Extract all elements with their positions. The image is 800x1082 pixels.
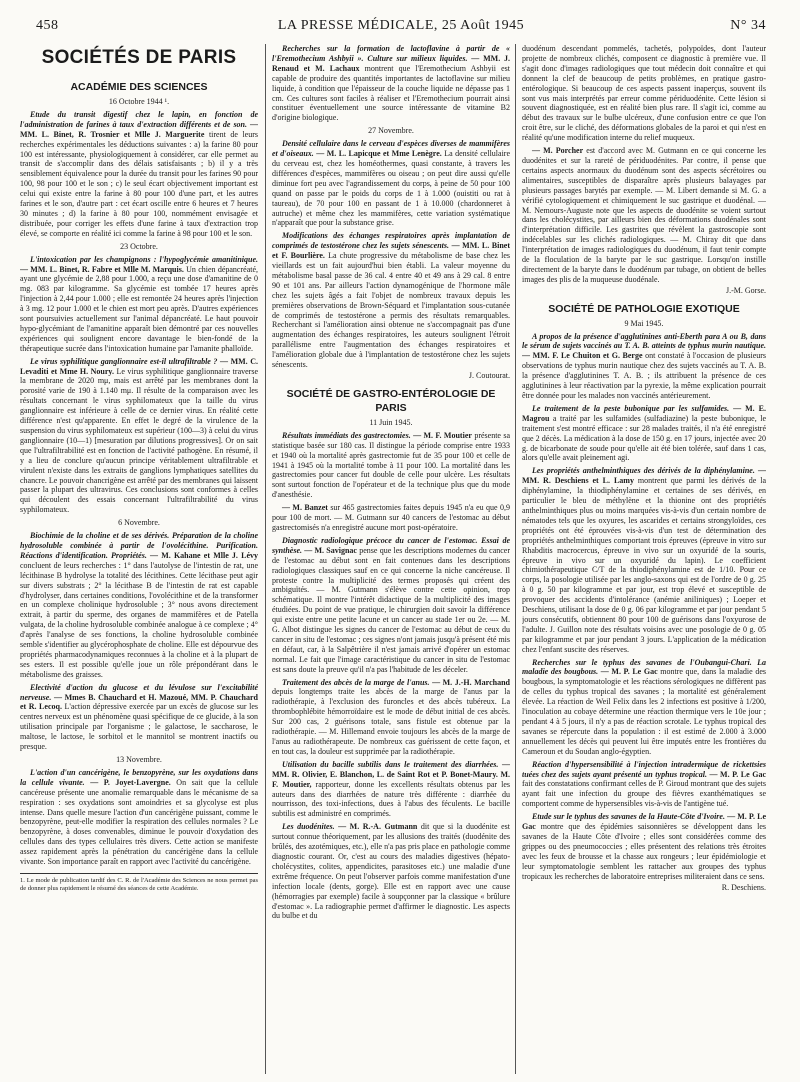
article-authors: — M. P. Le Gac [600,667,658,677]
article-authors: — M. Savignac [304,545,357,555]
article-title: Biochimie de la choline et de ses dérivés. Préparation de la choline hydrosoluble combinée à partir de l'ovolécithine. Purification. Réactions d'identification. Propriétés. [20,531,258,560]
article-body: concluent de leurs recherches : 1° dans l'autolyse de l'intestin de rat, une lécithinase B hydrolyse la totalité des lécithines. Cette lécithase peut agir sur divers substrats ; 2° la lécithase B de l'intestin de rat est capable d'hydrolyser, dans certaines conditions, l'ovolécithine et de la transformer en un complexe cholinique hydrosoluble ; 3° nous avons directement extrait, à partir du sperme, des organes de mammifères et de Patella vulgata, de la choline hydrosoluble combinée analogue à ce complexe ; 4° d'après l'analyse de ses fonctions, la choline hydrosoluble combinée semble s'identifier au glycérophosphate de choline. Elle est dépourvue des propriétés pharmacodynamiques reconnues à la choline et à la plupart de ses esters. Il est possible qu'elle joue un rôle prépondérant dans le métabolisme des graisses. [20,560,258,679]
article-title: Etude du transit digestif chez le lapin, en fonction de l'administration de farines à taux d'extraction différents et de son. [20,109,258,129]
column-3 [522,44,766,1074]
article-title: Utilisation du bacille subtilis dans le traitement des diarrhées. [282,759,499,769]
article-body: sur 465 gastrectomies faites depuis 1945 n'a eu que 0,9 pour 100 de mort. — M. Gutmann sur 40 cancers de l'estomac au début gastrectomisés n'a enregistré aucune mort post-opératoire. [272,503,510,532]
article-title: Recherches sur le typhus des savanes de l'Oubangui-Chari. La maladie des bougbous. [522,657,766,677]
footnote: 1. Le mode de publication tardif des C. R. de l'Académie des Sciences ne nous permet pas de donner plus rapidement le résumé des séances de cette Académie. [20,873,258,893]
article-item [20,110,258,239]
column-1 [20,44,258,1074]
article-title: Les propriétés anthelminthiques des dérivés de la diphénylamine. [532,466,755,476]
article-title: Recherches sur la formation de lactoflavine à partir de « l'Eremothecium Ashbyii ». Culture sur milieux liquides. [272,44,510,63]
column-divider [515,44,516,1074]
article-authors: — MM. L. Binet, R. Trosnier et Mlle J. Marguerite [20,119,258,139]
article-body: ont constaté à l'occasion de plusieurs observations de typhus murin nautique chez des sujets vaccinés au T. A. B. la présence d'agglutinines T. A. B. ; ils attribuent la présence de ces agglutinines à leur réactivation par la pyrexie, la même explication pourrait être donnée pour les malades non vaccinés antérieurement. [522,351,766,400]
article-authors: — M. R.-A. Gutmann [338,822,418,832]
signature: R. Deschiens. [721,882,766,892]
main-title: SOCIÉTÉS DE PARIS [41,47,237,68]
article-body: montrent que l'Eremothecium Ashbyii est capable de produire des quantités importantes de lactoflavine sur milieu liquide, à condition que l'épaisseur de la couche liquide ne dépasse pas 1 cm. Ces cultures sont faciles à réaliser et l'Eremothecium pourrait ainsi constituer éventuellement une source intéressante de vitamine B2 d'origine biologique. [272,63,510,123]
section-title: ACADÉMIE DES SCIENCES [70,81,208,93]
article-title: Le traitement de la peste bubonique par les sulfamides. [532,403,730,413]
article-item [272,536,510,675]
article-body: duodénum descendant pommelés, tachetés, polypoïdes, dont l'auteur projette de nombreux clichés, composent ce diagnostic à première vue. Il s'agit donc d'images radiologiques que tout médecin doit connaître et qui donnent la clef de beaucoup de petits problèmes, en pratique gastro-entérologique. Si beaucoup de ces aspects passent inaperçus, souvent ils sont vus mais interprétés par erreur comme périduodénite. Cette lésion si souvent diagnostiquée, est en réalité bien plus rare. Il s'agit ici, comme au début des travaux sur le bulbe ulcéreux, d'une confusion entre ce que l'on croit être, sur le cliché, des déformations globales de la paroi et qui n'est en réalité qu'une modification interne du relief muqueux. [522,44,766,143]
session-date: 23 Octobre. [120,241,158,251]
column-2 [272,44,510,1074]
article-item [522,332,766,401]
article-authors: — M. J.-H. Marchand [432,677,510,687]
article-item [522,658,766,757]
article-body: Le virus syphilitique ganglionnaire traverse la membrane de 2020 mμ, mais est arrêté par les membranes dont la porosité varie de 190 à 1.140 mμ. Il résulte de la comparaison avec les résultats concernant le virus syphilomateux que la taille du virus ganglionnaire est inférieure à celle de ce dernier virus. En réalité cette différence n'est qu'apparente. En effet le degré de la virulence de la suspension du virus syphilomateux est supérieur (100—3) à celui du virus ganglionnaire (10—1) [mesuration par dilutions progressives]. Or on sait que l'ultrafiltrabilité est en fonction de l'activité pathogène. En résumé, il y a lieu de conclure qu'aucun principe véritablement ultrafiltrable et virulent n'existe dans les extraits de ganglions lymphatiques satellites du chancre. Le pouvoir chancrigène est arrêté par des membranes qui laissent passer la plupart des ultravirus. Ces conclusions sont conformes à celles qui découlent des essais concernant l'ultrafiltrabilité du virus syphilomateux. [20,366,258,515]
signature: J.-M. Gorse. [726,285,766,295]
article-item [522,404,766,463]
article-item [272,431,510,500]
article-item [522,812,766,881]
article-item [272,139,510,228]
article-body: présente sa statistique basée sur 180 cas. Il distingue la période comprise entre 1933 et 1940 où la mortalité après gastrectomie fut de 35 pour 100 et celle de 1941 à 1945 où la mortalité tombe à 11 pour 100. La mortalité dans les gastrectomies pour cancer fut double de celle pour ulcère. Les résultats sont surtout fonction de l'opérateur et de la technique plus que du mode d'anesthésie. [272,430,510,500]
article-title: Densité cellulaire dans le cerveau d'espèces diverses de mammifères et d'oiseaux. [272,139,510,159]
article-title: Le virus syphilitique ganglionnaire est-il ultrafiltrable ? [30,356,218,366]
column-divider [265,44,266,1074]
article-item [272,678,510,757]
article-item [20,357,258,516]
article-authors: — P. Joyet-Lavergne. [90,777,171,787]
article-authors: — MM. F. Le Chuiton et G. Berge [522,351,643,361]
article-authors: — M. Banzet [282,503,328,513]
article-item [272,44,510,123]
issue-number: N° 34 [730,18,766,33]
signature: J. Coutourat. [468,371,510,380]
article-body: rapporteur, donne les excellents résultats obtenus par les auteurs dans des diarrhées de nature très différente : diarrhée du nourrisson, des toxi-infections, dues à l'abus des féculents. Le bacille subtilis est administré en comprimés. [272,779,510,819]
article-item [522,466,766,654]
article-authors: — MM. L. Binet et F. Bourlière. [272,241,510,261]
article-body: pense que les descriptions modernes du cancer de l'estomac au début sont en fait contenues dans les descriptions radiologiques classiques sauf en ce qui concerne la niche cancéreuse. Il proteste contre la multiplicité des termes proposés qui créent des ambiguïtés. — M. Gutmann s'élève contre cette opinion, trop schématique. Il montre l'intérêt didactique de la multiplicité des images étudiées. Du point de vue pratique, le chirurgien doit savoir la différence qui existe entre une petite lacune et un cancer au stade 1er ou 2e. — M. G. Albot distingue les signes du cancer de l'estomac au début de ceux du cancer in situ de l'estomac ; ces signes n'ont jamais jusqu'à présent été mis en défaut, car, à la Salpêtrière il n'est jamais arrivé d'opérer un estomac normal. Le fait que l'image caractéristique du cancer in situ de l'estomac est sans doute la preuve qu'il n'a pas l'habitude de les déceler. [272,545,510,674]
article-authors: — MM. L. Binet, R. Fabre et Mlle M. Marquis. [20,264,184,274]
page-number: 458 [36,18,59,33]
session-date: 9 Mai 1945. [624,318,664,328]
article-title: Réaction d'hypersensibilité à l'injection intradermique de rickettsies tuées chez des sujets ayant présenté un typhus tropical. [522,759,766,779]
article-authors: — MM. R. Deschiens et L. Lamy [522,466,766,486]
session-date: 11 Juin 1945. [369,417,413,427]
article-authors: — MM. C. Levaditi et Mme H. Noury. [20,356,258,376]
article-body: montre que des épidémies saisonnières se développent dans les savanes de la Haute Côte d'Ivoire ; elles sont considérées comme des grippes ou des pneumococcies ; elles présentent des relations très étroites avec les feux de brousse et la chasse aux rongeurs ; leur épidémiologie et leur symptomatologie semblent les rattacher aux groupes des typhus tropicaux les recherches de laboratoire entreprises militeraient dans ce sens. [522,822,766,881]
article-body: montrent que parmi les dérivés de la diphénylamine, la thiodiphénylamine et certaines de ses dérivés, en particulier le bleu de méthylène et la thionine ont des propriétés anthelminthiques plus ou moins marquées vis-à-vis d'un certain nombre de nématodes tels que les oxyures, les ascarides et certains strongyloïdes, ces propriétés ont été éprouvées vis-à-vis d'un test de détermination des propriétés anthelminthiques comportant trois épreuves (épreuve in vitro sur Rhabditis macrocercus, épreuve in vivo sur un oxyuridé de la souris, épreuve in vivo sur un oxyuridé du lapin). Le coefficient chimiothérapeutique C/T de la thiodiphénylamine est de 1/10. Pour ce corps, la posologie utilisée par les anglo-saxons qui est de l'ordre de 0 g. 25 à 0 g. 50 par kilogramme et par jour, est trop élevé et susceptible de provoquer des accidents d'intolérance (anémie aniliniques) ; Loeper et Deschiens, utilisant la dose de 0 g. 06 par kilogramme et par jour pendant 5 jours consécutifs, obtiennent 80 pour 100 de guérisons dans l'oxyurose de l'adulte. J. Guillon note des résultats voisins avec une posologie de 0 g. 05 par kilogramme et par jour pendant 3 jours. L'application de la médication chez l'enfant suscite des réserves. [522,476,766,654]
article-item [272,760,510,819]
article-title: Electivité d'action du glucose et du lévulose sur l'excitabilité nerveuse. [20,682,258,702]
article-body: dit que si la duodénite est surtout connue théoriquement, par les allusions des traités (duodénite des brûlés, des azotémiques, etc.), elle n'a pas pris place en pathologie comme diagnostic courant. Or, c'est au cours des maladies digestives (hépato-cholécystites, colites, appendicites, parasitoses etc.) une maladie d'une extrême fréquence. On peut l'observer parfois comme manifestation d'une infection locale (dents, gorge). Elle est en rapport avec une cause (hémorragies par exemple) facile à soupçonner par la classique « brûlure d'estomac ». La radiographie permet d'affirmer le diagnostic. Les aspects du bulbe et du [272,822,510,921]
article-authors: — M. P. Le Gac [709,769,766,779]
article-title: Modifications des échanges respiratoires après implantation de comprimés de testostérone chez les sujets sénescents. [272,231,510,251]
article-authors: — M. F. Moutier [413,430,472,440]
session-date: 6 Novembre. [118,518,160,528]
article-authors: — M. P. Le Gac [522,812,766,832]
session-date: 16 Octobre 1944 ¹. [108,97,170,106]
session-date: 13 Novembre. [116,755,162,764]
article-body: tirent de leurs recherches expérimentales les déductions suivantes : a) la farine 80 pour 100 est intéressante, physiologiquement à considérer, car elle permet au transit de s'accomplir dans des délais satisfaisants ; b) il y a très sensiblement équivalence pour la durée du transit pour les farines 90 pour 100, 98 pour 100 et le son ; c) le seul écart objectivement important est celui qui existe entre la farine à 80 pour 100 d'une part, et les autres farines et le son, d'autre part : cet écart oscille entre 6 heures et 7 heures 30 minutes ; d) la farine à 80 pour 100, nommément envisagée et distribuée, pour corriger les effets d'une farine à taux d'extraction trop élevé, se comporte en réalité ici comme la farine à 98 pour 100 et le son. [20,129,258,238]
article-body: montre que, dans la maladie des bougbous, la symptomatologie et les réactions sérologiques ne diffèrent pas de celles du typhus tropical des savanes ; la mortalité est généralement élevée. La réaction de Weil Felix dans les 2 infections est positive à 1/200, l'inoculation au cobaye détermine une réaction thermique vers le 10e jour ; pendant 4 à 5 jours, il n'y a pas de réaction scrotale. Le typhus tropical des savanes se répercute dans la population : il est estimé de 2.000 à 3.000 annuellement les décès qui peuvent lui être imputés entre les frontières du Cameroun et du Soudan anglo-égyptien. [522,667,766,756]
article-item [20,768,258,867]
page-header [36,16,766,38]
article-authors: — M. Kahane et Mlle J. Lévy [150,550,258,560]
article-body: est d'accord avec M. Gutmann en ce qui concerne les duodénites et sur la rareté de périduodénites. Par contre, il pense que certains aspects anormaux du duodénum sont des aspects sécrétoires ou alimentaires, susceptibles de disparaître après plusieurs balayages par plusieurs passages barytés par exemple. — M. Libert demande si M. G. a vérifié cytologiquement et chimiquement le suc gastrique et duodénal. — M. Nemours-Auguste note que les aspects de duodénite se voient surtout dans les cholécystites, par ailleurs bien des déformations duodénales sont d'interprétation difficile. Les gastrites que révèlent la gastroscopie sont indécelables sur les clichés radiologiques. — M. Chiray dit que dans l'interprétation de images radiologiques du duodénum, il faut tenir compte de la floculation de la baryte par le suc gastrique. Lorsqu'on instille directement de la baryte dans le duodénum par tubage, on obtient de belles images des plis de la muqueuse duodénale. [522,146,766,284]
article-title: Diagnostic radiologique précoce du cancer de l'estomac. Essai de synthèse. [272,535,510,555]
article-item [522,760,766,810]
article-authors: — MM. J. Renaud et M. Lachaux [272,53,510,73]
article-item [20,255,258,354]
article-authors: — Mmes B. Chauchard et H. Mazoué, MM. P. Chauchard et R. Lecoq. [20,692,258,712]
article-item [272,231,510,370]
article-authors: — M. L. Lapicque et Mme Lenègre. [316,149,442,159]
article-item [20,531,258,680]
article-item [20,683,258,752]
article-title: Les duodénites. [282,822,335,832]
article-item [522,146,766,285]
article-title: L'action d'un cancérigène, le benzopyrène, sur les oxydations dans la cellule vivante. [20,767,258,787]
article-body: L'action dépressive exercée par un excès de glucose sur les centres nerveux est un phénomène quasi spécifique de ce glucide, à la son utilisation principale par l'organisme ; le galactose, le saccharose, le maltose, le lactose, le sorbitol et le mannitol se montrent inactifs ou presque. [20,702,258,752]
article-title: A propos de la présence d'agglutinines anti-Eberth para A ou B, dans le sérum de sujets vaccinés au T. A. B. atteints de typhus murin nautique. [522,331,766,351]
article-body: La densité cellulaire du cerveau est, chez les homéothermes, quasi constante, à travers les différences d'espèces, mammifères ou oiseau ; on peut dire aussi qu'elle diminue fort peu avec l'agrandissement du corps, à peine de 50 pour 100 quand on passe par le poids du corps de 1 à 1.000 (ouistiti ou rat à taureau), de 70 pour 100 en passant de 1 à 10.000 (chardonneret à autruche) et même chez les mammifères, cette variation systématique n'apparaît que pour la substance grise. [272,149,510,228]
article-title: Résultats immédiats des gastrectomies. [282,430,411,440]
article-body: fait des constatations confirmant celles de P. Giroud montrant que des sujets ayant fait une infection du groupe des fièvres exanthématiques se comportent comme de hypersensibles vis-à-vis de l'antigène tué. [522,779,766,809]
article-body: On sait que la cellule cancéreuse présente une anomalie remarquable dans le mécanisme de sa respiration : ses oxydations sont amoindries et sa glycolyse est plus intense. Dans quelle mesure l'action d'un cancérigène puissant, comme le benzopyrène, peut-elle modifier la respiration des cellules normales ? Le benzopyrène, à doses convenables, diminue le pouvoir d'oxydation des cellules dans des types cellulaires très divers. Cette action se manifeste assez rapidement après la pénétration du cancérigène dans la cellule vivante. Son importance paraît en rapport avec l'activité du cancérigène. [20,777,258,867]
article-item [272,503,510,533]
article-body: La chute progressive du métabolisme de base chez les vieillards est un fait aujourd'hui bien établi. La valeur moyenne du métabolisme basal passe de 36 cal. 4 entre 40 et 49 ans à 29 cal. 8 entre 90 et 101 ans. Par ailleurs l'action dynamogénique de l'hormone mâle chez les sujets âgés a fait l'objet de nombreux travaux depuis les premières observations de Brown-Séquard et l'implantation sous-cutanée de comprimés de testostérone a permis des résultats remarquables. Recherchant si l'amélioration ainsi obtenue ne s'accompagnait pas d'une augmentation des échanges respiratoires, les auteurs soulignent l'étroit parallélisme entre l'augmentation des échanges respiratoires et l'amélioration globale due à l'implantation de testostérone chez les sujets sénescents. [272,251,510,370]
article-authors: — M. Porcher [532,146,584,156]
article-title: Etude sur le typhus des savanes de la Haute-Côte d'Ivoire. [532,812,725,822]
article-item [272,822,510,921]
article-title: L'intoxication par les champignons : l'hypoglycémie amanitinique. [30,254,258,264]
article-body: a traité par les sulfamides (sulfadiazine) la peste bubonique, le traitement s'est montré efficace : sur 28 malades traités, il n'a été enregistré que 2 décès. La médication à la dose de 150 g. en 17 jours, injectée avec 20 g. de bicarbonate de soude pour qu'elle ait été bien tolérée, sauf dans 1 cas, alors qu'elle avait pleinement agi. [522,413,766,463]
section-title: SOCIÉTÉ DE GASTRO-ENTÉROLOGIE DE PARIS [286,387,496,414]
article-body: Un chien dépancréaté, ayant une glycémie de 2,88 pour 1.000, a reçu une dose d'amanitine de 0 mg. 083 par kilogramme. Sa glycémie est tombée 17 heures après l'injection à 2,44 pour 1.000 ; elle est remontée 24 heures après l'injection à 3 mg. 12 pour 1.000 et le chien est mort peu après. D'autres expériences sont poursuivies actuellement sur l'animal dépancréaté. Le haut pouvoir hypo-glycémiant de l'amanitine apparaît bien démontré par ces nouvelles expériences qui soulignent encore davantage le bien-fondé de la thérapeutique sucrée dans l'intoxication humaine par l'amanite phalloïde. [20,264,258,353]
session-date: 27 Novembre. [368,126,414,136]
journal-title: LA PRESSE MÉDICALE, 25 Août 1945 [277,18,525,33]
article-body: depuis longtemps traite les abcès de la marge de l'anus par la radiothérapie, à l'exclusion des furoncles et des abcès tubéreux. La thrombophlébite hémorroïdaire est le mode de début initial de ces abcès. Sur 200 cas, 2 guérisons totale, sans fistule est obtenue par la radiothérapie. — M. Hillemand envoie toujours les abcès de la marge de l'anus au radiothérapeute. De nombreux cas guérissent de cette façon, et en tout cas, la douleur est supprimée par la radiothérapie. [272,687,510,756]
section-title: SOCIÉTÉ DE PATHOLOGIE EXOTIQUE [548,302,740,315]
article-authors: — MM. R. Olivier, E. Blanchon, L. de Saint Rot et P. Bonet-Maury. M. F. Moutier, [272,759,510,789]
article-title: Traitement des abcès de la marge de l'anus. [282,677,430,687]
article-authors: — M. E. Magrou [522,403,766,423]
